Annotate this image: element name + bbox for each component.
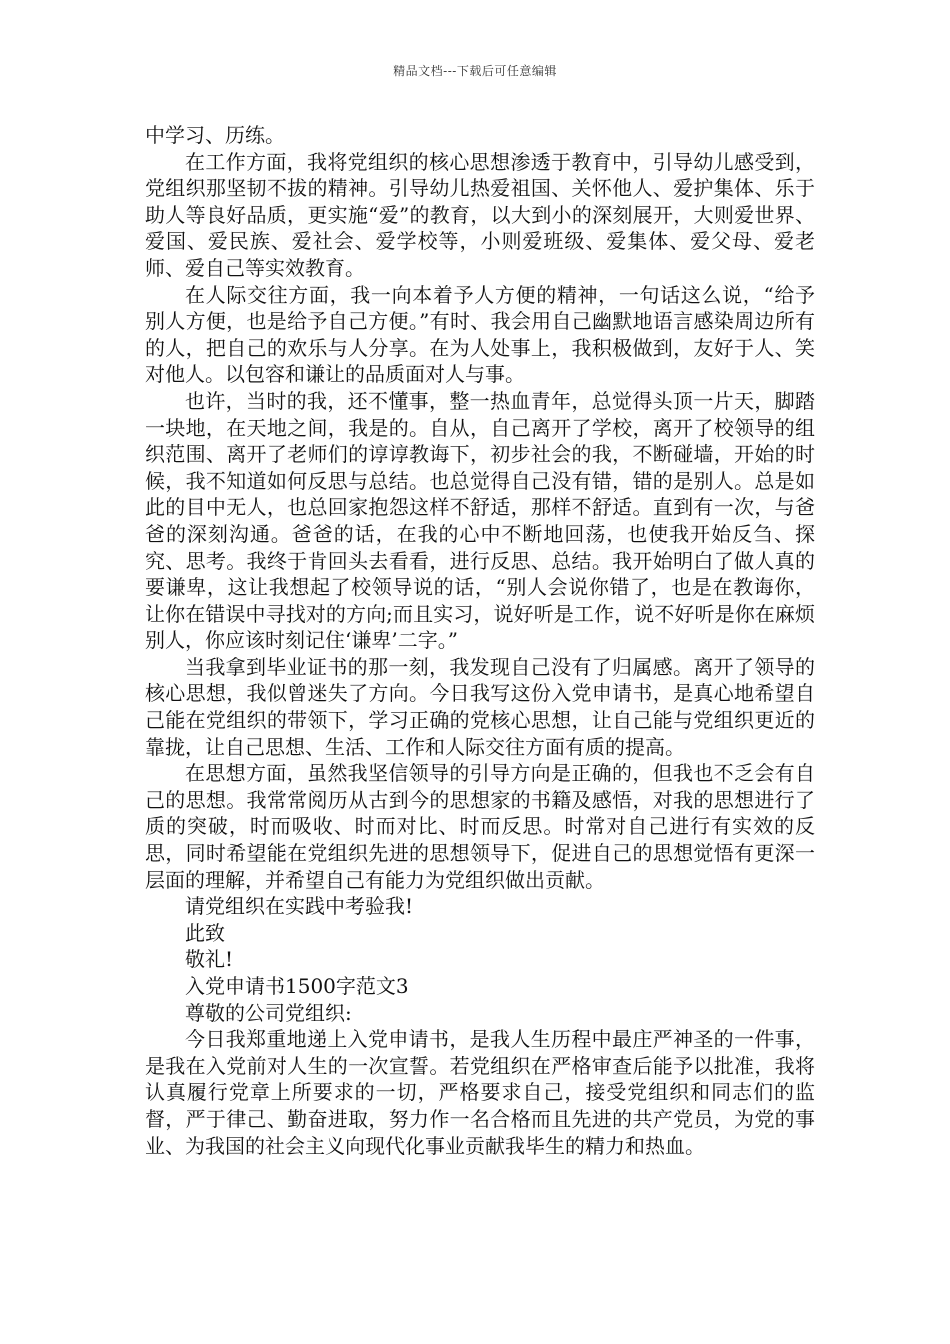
letter-greeting: 尊敬的公司党组织:: [185, 1000, 352, 1025]
document-body: [145, 122, 815, 1159]
paragraph-application: 今日我郑重地递上入党申请书，是我人生历程中最庄严神圣的一件事，是我在入党前对人生的一次宣誓。若党组织在严格审查后能予以批准，我将认真履行党章上所要求的一切，严格要求自己，接受党组织和同志们的监督，严于律己、勤奋进取，努力作一名合格而且先进的共产党员，为党的事业、为我国的社会主义向现代化事业贡献我毕生的精力和热血。: [145, 1027, 815, 1158]
paragraph-continuation: 中学习、历练。: [145, 123, 285, 147]
closing-salutation: 此致: [185, 920, 225, 945]
closing-request: 请党组织在实践中考验我!: [185, 894, 414, 919]
page-header: 精品文档---下载后可任意编辑: [393, 64, 557, 78]
paragraph-interpersonal: 在人际交往方面，我一向本着予人方便的精神，一句话这么说，“给予别人方便，也是给予自己方便。”有时、我会用自己幽默地语言感染周边所有的人，把自己的欢乐与人分享。在为人处事上，我积极做到，友好于人、笑对他人。以包容和谦让的品质面对人与事。: [145, 282, 815, 387]
paragraph-thought: 在思想方面，虽然我坚信领导的引导方向是正确的，但我也不乏会有自己的思想。我常常阅历从古到今的思想家的书籍及感悟，对我的思想进行了质的突破，时而吸收、时而对比、时而反思。时常对自己进行有实效的反思，同时希望能在党组织先进的思想领导下，促进自己的思想觉悟有更深一层面的理解，并希望自己有能力为党组织做出贡献。: [145, 761, 815, 892]
closing-regards: 敬礼!: [185, 947, 234, 972]
section-title: 入党申请书1500字范文3: [185, 974, 409, 998]
paragraph-graduation: 当我拿到毕业证书的那一刻，我发现自己没有了归属感。离开了领导的核心思想，我似曾迷失了方向。今日我写这份入党申请书，是真心地希望自己能在党组织的带领下，学习正确的党核心思想，让自己能与党组织更近的靠拢，让自己思想、生活、工作和人际交往方面有质的提高。: [145, 654, 815, 759]
paragraph-reflection: 也许，当时的我，还不懂事，整一热血青年，总觉得头顶一片天，脚踏一块地，在天地之间，我是的。自从，自己离开了学校，离开了校领导的组织范围、离开了老师们的谆谆教诲下，初步社会的我，不断碰墙，开始的时候，我不知道如何反思与总结。也总觉得自己没有错，错的是别人。总是如此的目中无人，也总回家抱怨这样不舒适，那样不舒适。直到有一次，与爸爸的深刻沟通。爸爸的话，在我的心中不断地回荡，也使我开始反刍、探究、思考。我终于肯回头去看看，进行反思、总结。我开始明白了做人真的要谦卑，这让我想起了校领导说的话，“别人会说你错了，也是在教诲你，让你在错误中寻找对的方向;而且实习，说好听是工作，说不好听是你在麻烦别人，你应该时刻记住‘谦卑’二字。”: [145, 388, 815, 653]
paragraph-work: 在工作方面，我将党组织的核心思想渗透于教育中，引导幼儿感受到，党组织那坚韧不拔的精神。引导幼儿热爱祖国、关怀他人、爱护集体、乐于助人等良好品质，更实施“爱”的教育，以大到小的深刻展开，大则爱世界、爱国、爱民族、爱社会、爱学校等，小则爱班级、爱集体、爱父母、爱老师、爱自己等实效教育。: [145, 149, 815, 280]
